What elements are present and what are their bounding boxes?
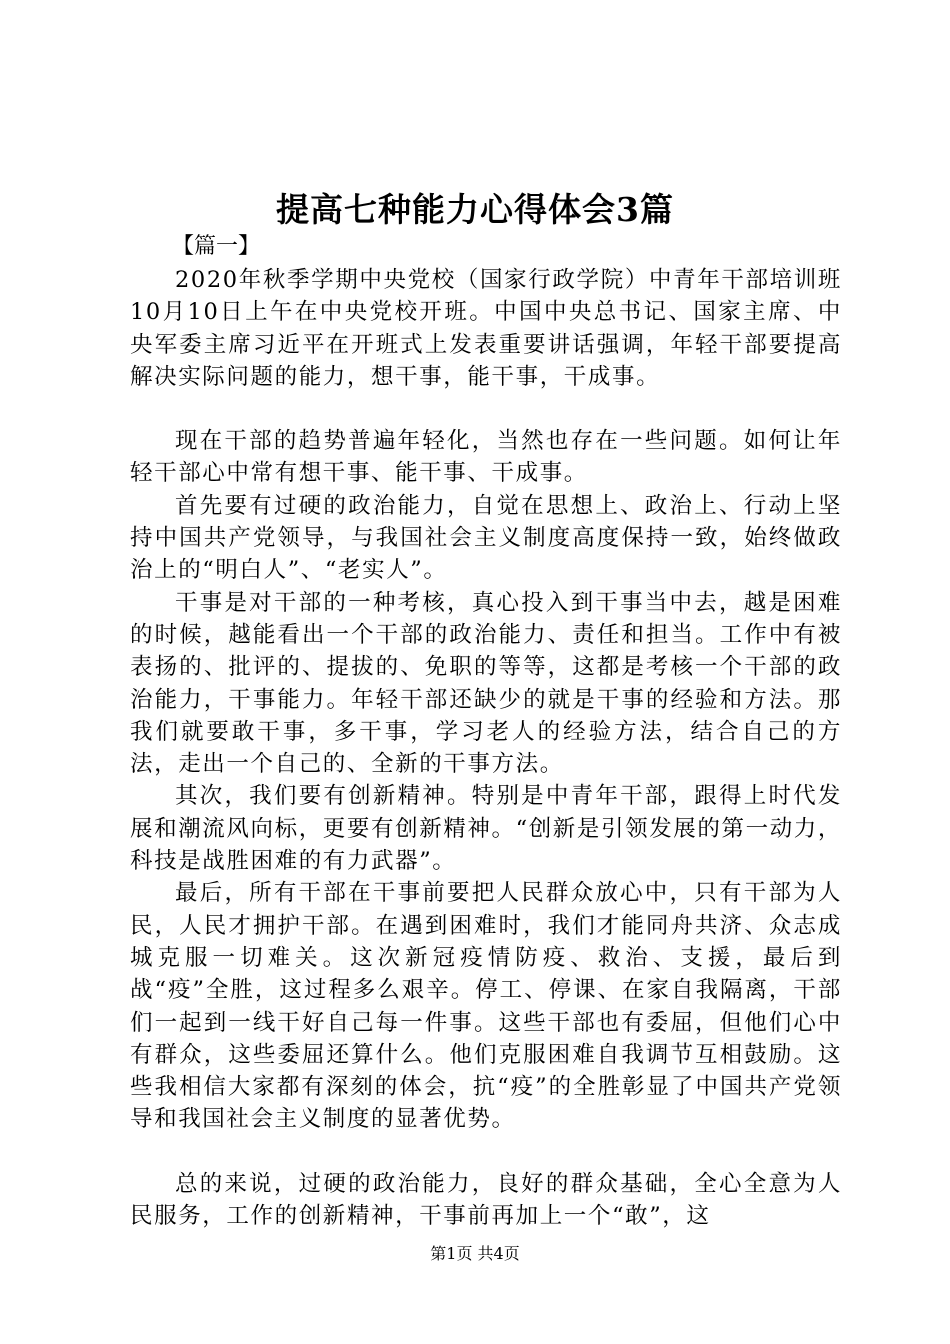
paragraph-3: 首先要有过硬的政治能力，自觉在思想上、政治上、行动上坚持中国共产党领导，与我国社会主义制度高度保持一致，始终做政治上的“明白人”、“老实人”。	[130, 492, 842, 584]
paragraph-5: 其次，我们要有创新精神。特别是中青年干部，跟得上时代发展和潮流风向标，更要有创新精神。“创新是引领发展的第一动力，科技是战胜困难的有力武器”。	[130, 783, 843, 875]
document-body	[130, 264, 842, 1232]
paragraph-6: 最后，所有干部在干事前要把人民群众放心中，只有干部为人民，人民才拥护干部。在遇到困难时，我们才能同舟共济、众志成城克服一切难关。这次新冠疫情防疫、救治、支援，最后到战“疫”全胜，这过程多么艰辛。停工、停课、在家自我隔离，干部们一起到一线干好自己每一件事。这些干部也有委屈，但他们心中有群众，这些委屈还算什么。他们克服困难自我调节互相鼓励。这些我相信大家都有深刻的体会，抗“疫”的全胜彰显了中国共产党领导和我国社会主义制度的显著优势。	[130, 880, 842, 1133]
paragraph-4: 干事是对干部的一种考核，真心投入到干事当中去，越是困难的时候，越能看出一个干部的政治能力、责任和担当。工作中有被表扬的、批评的、提拔的、免职的等等，这都是考核一个干部的政治能力，干事能力。年轻干部还缺少的就是干事的经验和方法。那我们就要敢干事，多干事，学习老人的经验方法，结合自己的方法，走出一个自己的、全新的干事方法。	[130, 589, 842, 778]
document-title: 提高七种能力心得体会3篇	[276, 190, 674, 229]
paragraph-1: 2020年秋季学期中央党校（国家行政学院）中青年干部培训班10月10日上午在中央党校开班。中国中央总书记、国家主席、中央军委主席习近平在开班式上发表重要讲话强调，年轻干部要提高解决实际问题的能力，想干事，能干事，干成事。	[130, 267, 842, 390]
section-label: 【篇一】	[172, 234, 261, 259]
paragraph-7: 总的来说，过硬的政治能力，良好的群众基础，全心全意为人民服务，工作的创新精神，干事前再加上一个“敢”，这	[130, 1170, 842, 1230]
paragraph-2: 现在干部的趋势普遍年轻化，当然也存在一些问题。如何让年轻干部心中常有想干事、能干事、干成事。	[130, 428, 842, 487]
page-footer: 第1页 共4页	[430, 1244, 520, 1263]
